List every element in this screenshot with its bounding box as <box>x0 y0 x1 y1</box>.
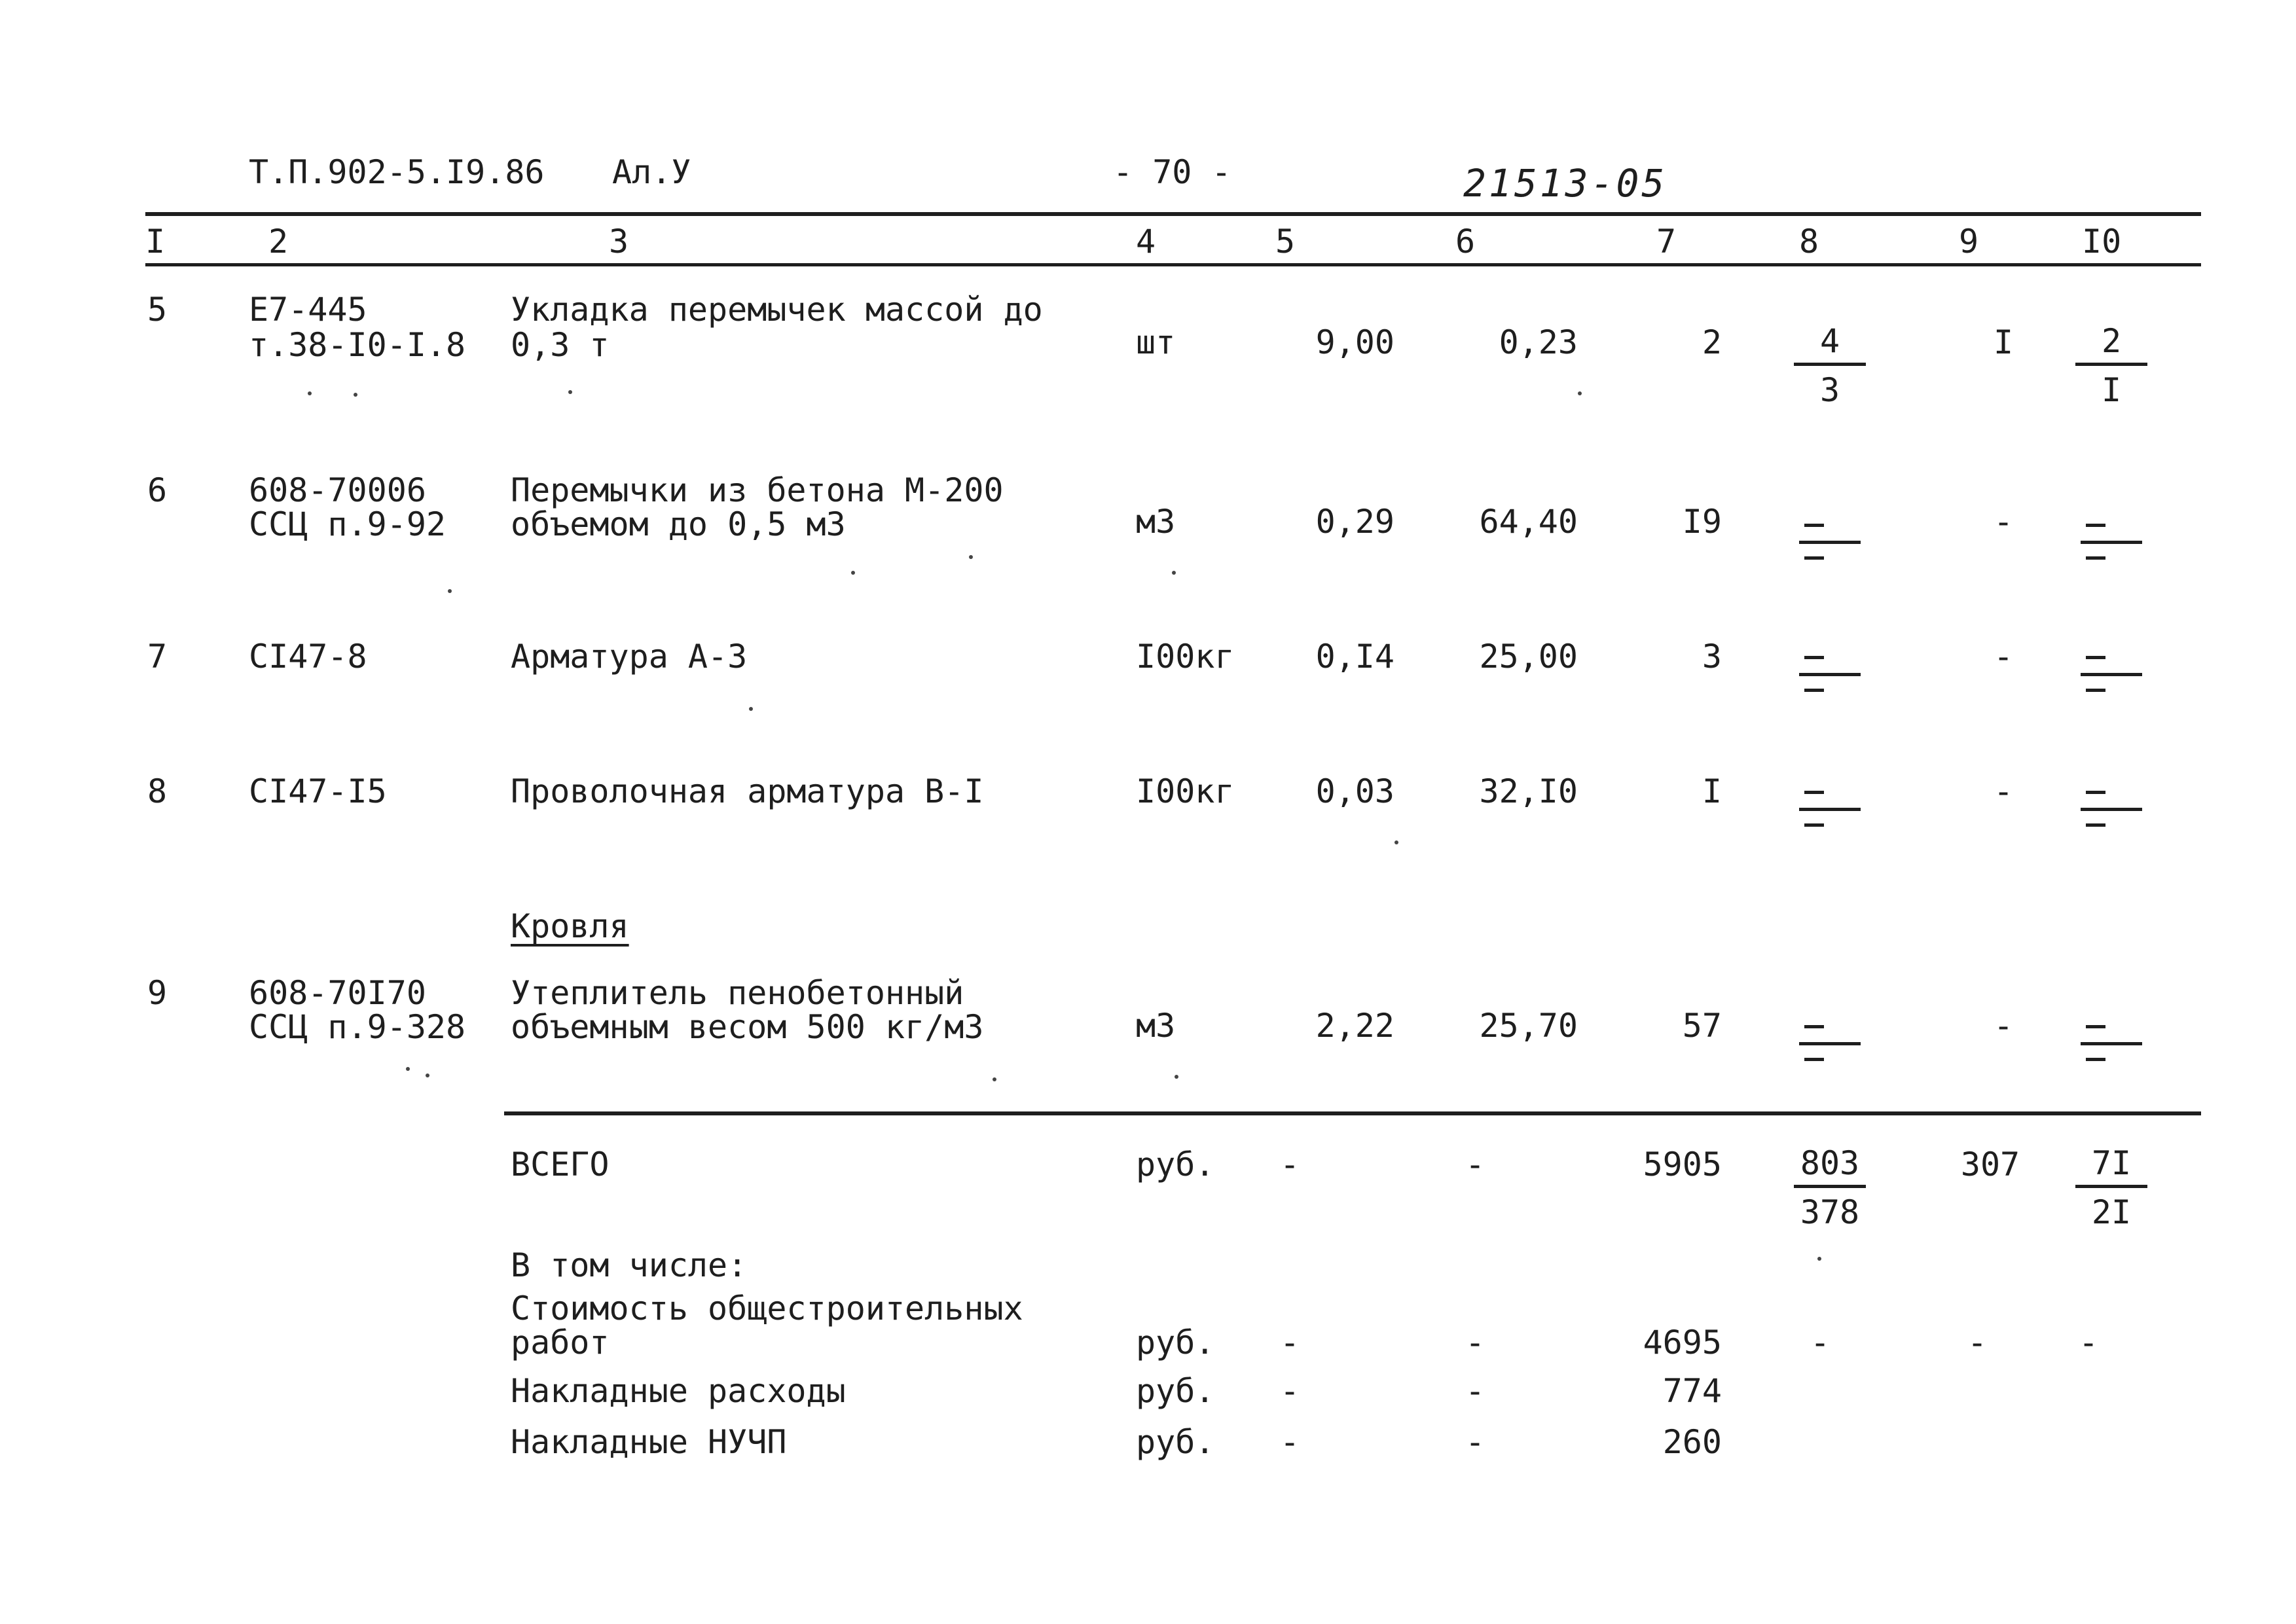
fraction-bar <box>2075 1185 2147 1188</box>
top-rule <box>145 212 2201 216</box>
scan-speck <box>1172 571 1176 575</box>
document-stamp: 21513-05 <box>1463 161 1667 206</box>
row-col9: - <box>1993 638 2014 676</box>
column-number: 6 <box>1455 223 1476 261</box>
scan-speck <box>749 707 753 711</box>
row-name: Утеплитель пенобетонный <box>511 974 964 1012</box>
breakdown-col6: - <box>1465 1324 1485 1362</box>
breakdown-col8: - <box>1810 1324 1831 1362</box>
header-rule <box>145 263 2201 266</box>
row-total: 3 <box>1702 638 1722 676</box>
row-code: 608-70I70 <box>249 974 426 1012</box>
row-number: 5 <box>147 291 168 329</box>
fraction-bottom: 378 <box>1800 1193 1860 1231</box>
breakdown-col7: 774 <box>1662 1372 1722 1410</box>
breakdown-unit: руб. <box>1136 1324 1215 1362</box>
row-name: Арматура А-3 <box>511 638 748 676</box>
row-qty: 0,03 <box>1315 772 1394 810</box>
row-col9: - <box>1993 1007 2014 1045</box>
row-qty: 2,22 <box>1315 1007 1394 1045</box>
row-price: 0,23 <box>1499 323 1578 361</box>
row-col9: - <box>1993 503 2014 541</box>
row-unit: шт <box>1136 323 1176 361</box>
scan-speck <box>354 393 357 397</box>
fraction-bottom: 3 <box>1819 371 1840 409</box>
column-number: I0 <box>2082 223 2122 261</box>
row-col10-dash <box>2075 1025 2147 1064</box>
totals-label: ВСЕГО <box>511 1146 610 1183</box>
breakdown-col7: 4695 <box>1643 1324 1722 1362</box>
totals-col10-fraction <box>2075 1146 2147 1230</box>
page-number: - 70 - <box>1113 153 1231 191</box>
breakdown-label: Накладные НУЧП <box>511 1423 787 1461</box>
row-unit: I00кг <box>1136 772 1235 810</box>
section-heading: Кровля <box>511 907 629 945</box>
row-col10-dash <box>2075 656 2147 695</box>
fraction-top: 803 <box>1800 1144 1860 1182</box>
totals-col7: 5905 <box>1643 1146 1722 1183</box>
row-price: 25,00 <box>1479 638 1578 676</box>
row-col10-fraction <box>2075 323 2147 408</box>
row-qty: 9,00 <box>1315 323 1394 361</box>
row-col9: - <box>1993 772 2014 810</box>
column-number: 9 <box>1959 223 1979 261</box>
row-unit: I00кг <box>1136 638 1235 676</box>
scan-speck <box>426 1074 429 1077</box>
breakdown-col9: - <box>1967 1324 1988 1362</box>
row-total: 57 <box>1682 1007 1722 1045</box>
totals-rule <box>504 1111 2201 1115</box>
scan-speck <box>1817 1257 1821 1261</box>
row-price: 32,I0 <box>1479 772 1578 810</box>
row-code: СI47-8 <box>249 638 367 676</box>
fraction-bottom: I <box>2101 371 2122 409</box>
row-col8-dash <box>1794 524 1866 563</box>
totals-col9: 307 <box>1960 1146 2020 1183</box>
row-code: 608-70006 <box>249 471 426 509</box>
row-qty: 0,29 <box>1315 503 1394 541</box>
breakdown-col5: - <box>1280 1324 1300 1362</box>
breakdown-col5: - <box>1280 1372 1300 1410</box>
row-number: 8 <box>147 772 168 810</box>
scan-speck <box>993 1077 996 1081</box>
row-number: 7 <box>147 638 168 676</box>
scan-speck <box>851 571 855 575</box>
row-name: объемом до 0,5 м3 <box>511 505 846 543</box>
row-number: 6 <box>147 471 168 509</box>
column-number: 8 <box>1799 223 1819 261</box>
column-number: 4 <box>1136 223 1156 261</box>
row-col8-dash <box>1794 791 1866 830</box>
row-unit: м3 <box>1136 1007 1176 1045</box>
scan-speck <box>969 555 973 559</box>
breakdown-col5: - <box>1280 1423 1300 1461</box>
row-code: Е7-445 <box>249 291 367 329</box>
row-code: ССЦ п.9-328 <box>249 1008 466 1046</box>
fraction-top: 4 <box>1819 322 1840 360</box>
row-col10-dash <box>2075 524 2147 563</box>
row-name: Укладка перемычек массой до <box>511 291 1043 329</box>
totals-unit: руб. <box>1136 1146 1215 1183</box>
scan-speck <box>448 589 452 593</box>
row-unit: м3 <box>1136 503 1176 541</box>
fraction-bottom: 2I <box>2091 1193 2132 1231</box>
column-number: 5 <box>1275 223 1296 261</box>
totals-col6: - <box>1465 1146 1485 1183</box>
row-code: СI47-I5 <box>249 772 387 810</box>
fraction-bar <box>1794 363 1866 366</box>
row-col9: I <box>1993 323 2014 361</box>
row-total: 2 <box>1702 323 1722 361</box>
row-total: I <box>1702 772 1722 810</box>
row-name: 0,3 т <box>511 326 610 364</box>
row-price: 64,40 <box>1479 503 1578 541</box>
row-price: 25,70 <box>1479 1007 1578 1045</box>
album-label: Ал.У <box>612 153 691 191</box>
row-name: Перемычки из бетона М-200 <box>511 471 1004 509</box>
row-col8-fraction <box>1794 323 1866 408</box>
totals-col5: - <box>1280 1146 1300 1183</box>
row-total: I9 <box>1682 503 1722 541</box>
scan-speck <box>1394 840 1398 844</box>
fraction-bar <box>1794 1185 1866 1188</box>
scan-speck <box>1175 1075 1178 1079</box>
row-name: Проволочная арматура В-I <box>511 772 984 810</box>
column-number: 7 <box>1656 223 1677 261</box>
breakdown-col6: - <box>1465 1372 1485 1410</box>
breakdown-col10: - <box>2078 1324 2099 1362</box>
column-number: 3 <box>609 223 629 261</box>
row-code: ССЦ п.9-92 <box>249 505 446 543</box>
row-col8-dash <box>1794 1025 1866 1064</box>
row-col10-dash <box>2075 791 2147 830</box>
scan-speck <box>568 390 572 394</box>
column-number: I <box>145 223 166 261</box>
including-label: В том числе: <box>511 1246 748 1284</box>
column-number: 2 <box>268 223 289 261</box>
row-qty: 0,I4 <box>1315 638 1394 676</box>
breakdown-col6: - <box>1465 1423 1485 1461</box>
fraction-top: 7I <box>2091 1144 2132 1182</box>
breakdown-col7: 260 <box>1662 1423 1722 1461</box>
breakdown-label: работ <box>511 1324 610 1362</box>
totals-col8-fraction <box>1794 1146 1866 1230</box>
row-col8-dash <box>1794 656 1866 695</box>
scan-speck <box>406 1067 410 1071</box>
doc-code: Т.П.902-5.I9.86 <box>249 153 545 191</box>
fraction-bar <box>2075 363 2147 366</box>
row-name: объемным весом 500 кг/м3 <box>511 1008 984 1046</box>
scan-speck <box>308 391 312 395</box>
scan-speck <box>1578 391 1582 395</box>
row-code: т.38-I0-I.8 <box>249 326 466 364</box>
breakdown-unit: руб. <box>1136 1372 1215 1410</box>
breakdown-unit: руб. <box>1136 1423 1215 1461</box>
breakdown-label: Накладные расходы <box>511 1372 846 1410</box>
breakdown-label: Стоимость общестроительных <box>511 1290 1023 1327</box>
row-number: 9 <box>147 974 168 1012</box>
fraction-top: 2 <box>2101 322 2122 360</box>
